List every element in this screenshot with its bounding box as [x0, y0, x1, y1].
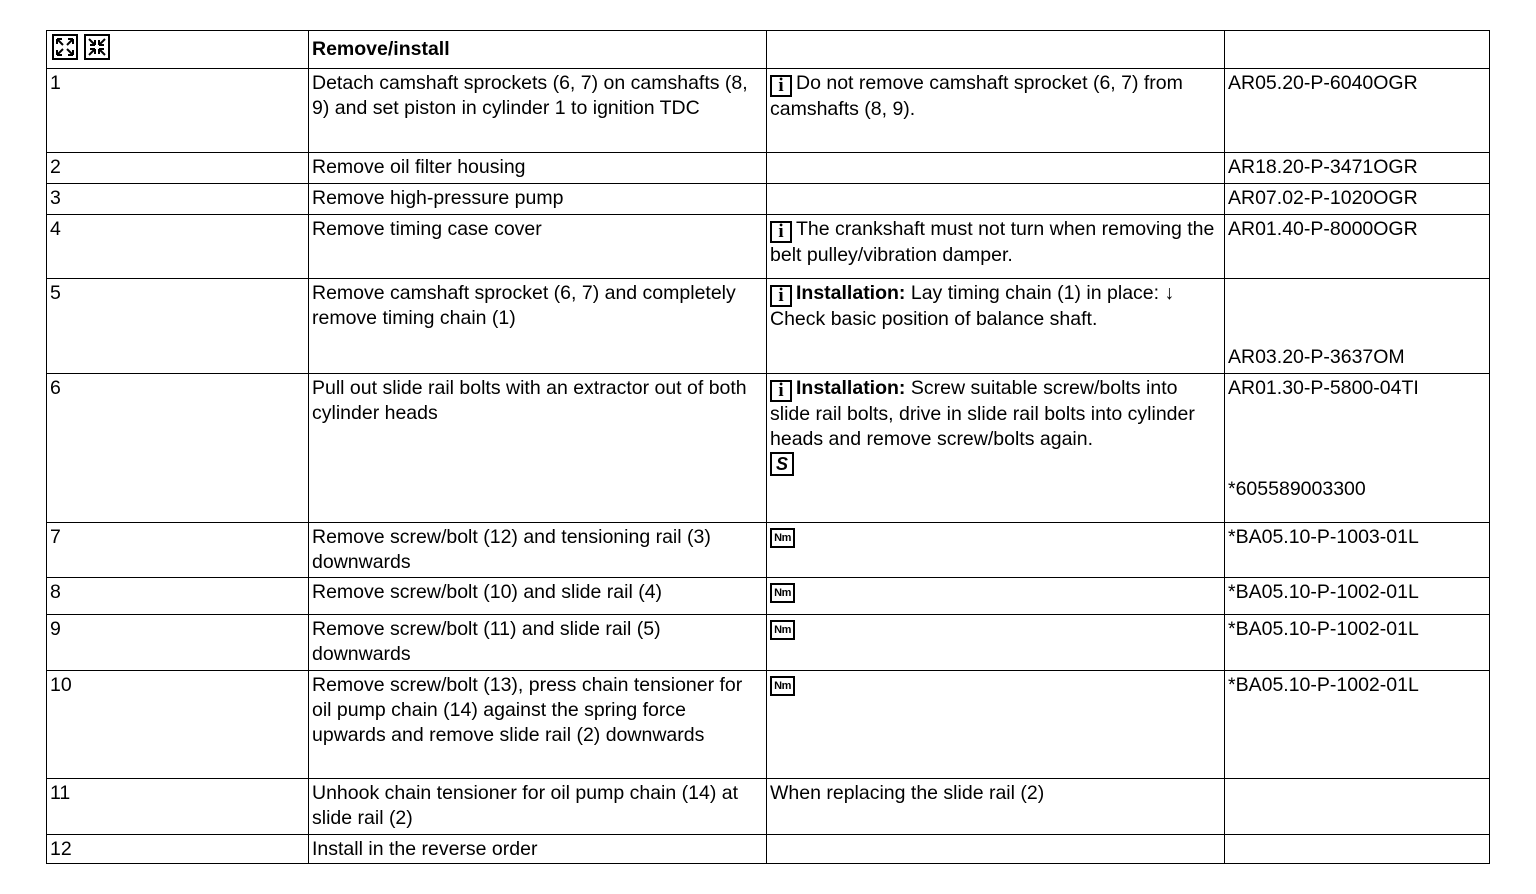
info-icon: i	[770, 221, 792, 243]
step-text: Remove screw/bolt (13), press chain tensioner for oil pump chain (14) against the spring force upwards and remove slide rail (2) downwards	[309, 671, 767, 779]
step-reference[interactable]: AR01.40-P-8000OGR	[1225, 215, 1490, 279]
step-note	[767, 835, 1225, 864]
step-note	[767, 523, 1225, 578]
step-note: When replacing the slide rail (2)	[767, 779, 1225, 835]
step-note	[767, 374, 1225, 523]
step-number: 9	[47, 615, 309, 671]
step-text: Remove screw/bolt (11) and slide rail (5) downwards	[309, 615, 767, 671]
step-number: 5	[47, 279, 309, 374]
table-row	[47, 671, 1490, 779]
step-reference[interactable]: *BA05.10-P-1002-01L	[1225, 615, 1490, 671]
expand-icon[interactable]	[52, 34, 78, 60]
step-note	[767, 671, 1225, 779]
step-number: 11	[47, 779, 309, 835]
table-row	[47, 69, 1490, 153]
installation-label: Installation:	[796, 377, 906, 399]
step-reference	[1225, 835, 1490, 864]
procedure-table	[46, 30, 1490, 864]
torque-icon: Nm	[770, 620, 795, 640]
step-text: Remove high-pressure pump	[309, 184, 767, 215]
step-text: Remove camshaft sprocket (6, 7) and completely remove timing chain (1)	[309, 279, 767, 374]
step-number: 4	[47, 215, 309, 279]
note-text: Do not remove camshaft sprocket (6, 7) from camshafts (8, 9).	[770, 72, 1183, 120]
step-text: Remove oil filter housing	[309, 153, 767, 184]
step-text: Remove screw/bolt (10) and slide rail (4)	[309, 578, 767, 615]
step-text: Install in the reverse order	[309, 835, 767, 864]
step-note	[767, 578, 1225, 615]
table-row	[47, 184, 1490, 215]
note-extra: Check basic position of balance shaft.	[770, 308, 1098, 330]
info-icon: i	[770, 380, 792, 402]
torque-icon: Nm	[770, 676, 795, 696]
table-row	[47, 578, 1490, 615]
step-reference[interactable]: *BA05.10-P-1002-01L	[1225, 578, 1490, 615]
special-tool-icon: S	[770, 452, 794, 476]
step-text: Remove timing case cover	[309, 215, 767, 279]
table-header-row	[47, 31, 1490, 69]
step-number: 3	[47, 184, 309, 215]
note-text: The crankshaft must not turn when removing the belt pulley/vibration damper.	[770, 218, 1215, 266]
step-note	[767, 279, 1225, 374]
step-reference[interactable]: *BA05.10-P-1003-01L	[1225, 523, 1490, 578]
info-icon: i	[770, 75, 792, 97]
step-number: 10	[47, 671, 309, 779]
step-number: 2	[47, 153, 309, 184]
reference-link[interactable]: AR03.20-P-3637OM	[1228, 346, 1405, 368]
step-reference[interactable]: AR05.20-P-6040OGR	[1225, 69, 1490, 153]
step-text: Detach camshaft sprockets (6, 7) on camshafts (8, 9) and set piston in cylinder 1 to ignition TDC	[309, 69, 767, 153]
header-empty-cell	[1225, 31, 1490, 69]
table-row	[47, 374, 1490, 523]
torque-icon: Nm	[770, 583, 795, 603]
step-note	[767, 184, 1225, 215]
tool-reference-link[interactable]: *605589003300	[1228, 478, 1366, 500]
arrow-down-icon[interactable]: ↓	[1164, 282, 1175, 304]
header-icons-cell	[47, 31, 309, 69]
step-number: 7	[47, 523, 309, 578]
step-number: 8	[47, 578, 309, 615]
reference-link[interactable]: AR01.30-P-5800-04TI	[1228, 377, 1419, 399]
torque-icon: Nm	[770, 528, 795, 548]
step-number: 1	[47, 69, 309, 153]
collapse-icon[interactable]	[84, 34, 110, 60]
step-reference[interactable]: AR07.02-P-1020OGR	[1225, 184, 1490, 215]
table-row	[47, 153, 1490, 184]
step-text: Pull out slide rail bolts with an extractor out of both cylinder heads	[309, 374, 767, 523]
step-text: Unhook chain tensioner for oil pump chain (14) at slide rail (2)	[309, 779, 767, 835]
table-row	[47, 215, 1490, 279]
info-icon: i	[770, 285, 792, 307]
header-title: Remove/install	[309, 31, 767, 69]
table-row	[47, 279, 1490, 374]
step-note	[767, 615, 1225, 671]
step-reference[interactable]: *BA05.10-P-1002-01L	[1225, 671, 1490, 779]
note-text: Lay timing chain (1) in place:	[910, 282, 1160, 304]
step-note	[767, 153, 1225, 184]
table-row	[47, 615, 1490, 671]
step-number: 12	[47, 835, 309, 864]
note-text: Screw suitable screw/bolts into slide rail bolts, drive in slide rail bolts into cylinder heads and remove screw/bolts again.	[770, 377, 1195, 450]
installation-label: Installation:	[796, 282, 906, 304]
step-reference[interactable]: AR18.20-P-3471OGR	[1225, 153, 1490, 184]
header-empty-cell	[767, 31, 1225, 69]
step-reference	[1225, 374, 1490, 523]
step-reference	[1225, 279, 1490, 374]
step-text: Remove screw/bolt (12) and tensioning rail (3) downwards	[309, 523, 767, 578]
table-row	[47, 779, 1490, 835]
table-row	[47, 835, 1490, 864]
step-number: 6	[47, 374, 309, 523]
table-row	[47, 523, 1490, 578]
step-reference	[1225, 779, 1490, 835]
step-note	[767, 215, 1225, 279]
step-note	[767, 69, 1225, 153]
